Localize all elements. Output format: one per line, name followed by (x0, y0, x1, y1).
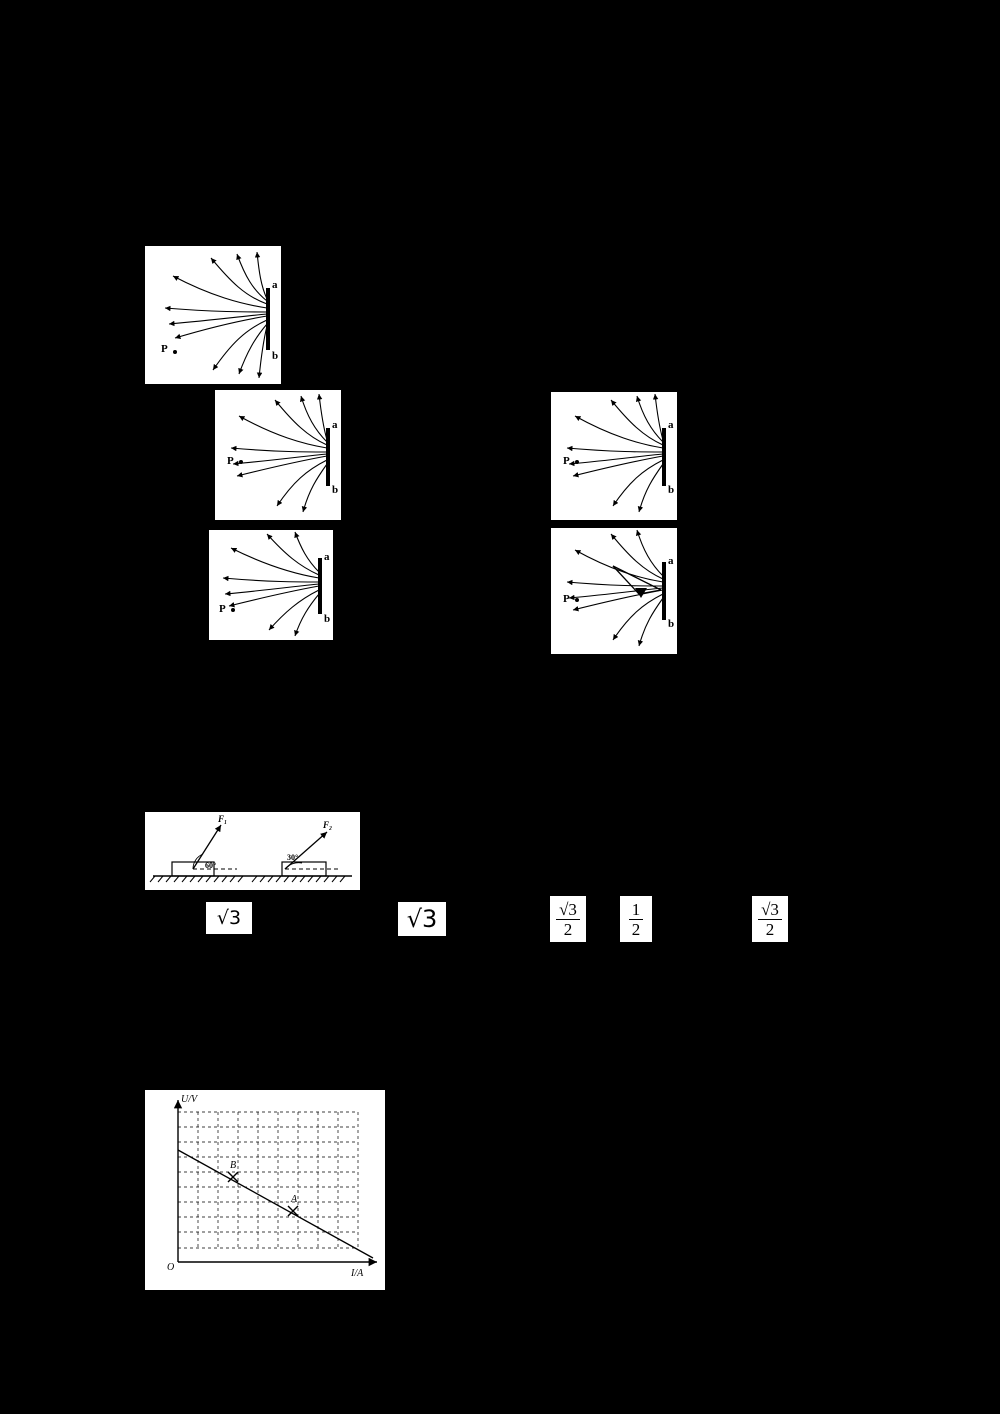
fraction-3-denominator: 2 (563, 919, 573, 939)
math-option-1-text: √3 (216, 907, 242, 929)
svg-text:P: P (563, 593, 570, 605)
svg-text:a: a (332, 419, 338, 431)
svg-text:P: P (563, 455, 570, 467)
svg-text:b: b (668, 618, 675, 630)
figure-field-lines-d (551, 392, 677, 520)
math-option-2-text: √3 (406, 905, 438, 933)
math-option-1 (206, 902, 252, 934)
svg-text:O: O (167, 1262, 175, 1273)
figure-force-blocks (145, 812, 360, 890)
fraction-5 (758, 901, 782, 938)
figure-field-lines-b (215, 390, 341, 520)
fraction-5-denominator: 2 (765, 919, 775, 939)
math-option-3 (550, 896, 586, 942)
svg-text:a: a (668, 419, 674, 431)
fraction-4-numerator: 1 (629, 901, 644, 920)
svg-text:U/V: U/V (181, 1094, 198, 1105)
svg-text:b: b (272, 350, 279, 362)
fraction-5-numerator: √3 (758, 901, 782, 920)
svg-text:A: A (291, 1194, 298, 1205)
svg-text:b: b (324, 613, 331, 625)
figure-field-lines-c (209, 530, 333, 640)
fraction-3 (556, 901, 580, 938)
figure-ui-graph (145, 1090, 385, 1290)
svg-text:P: P (219, 603, 226, 615)
fraction-4 (629, 901, 644, 938)
svg-text:F₂: F₂ (323, 820, 333, 830)
svg-text:b: b (332, 484, 339, 496)
svg-text:30°: 30° (287, 853, 299, 862)
svg-text:B: B (230, 1160, 237, 1171)
svg-text:a: a (272, 279, 278, 291)
math-option-2 (398, 902, 446, 936)
svg-text:I/A: I/A (351, 1268, 364, 1279)
svg-text:a: a (324, 551, 330, 563)
math-option-5 (752, 896, 788, 942)
figure-field-lines-e (551, 528, 677, 654)
svg-text:60°: 60° (205, 861, 217, 870)
math-option-4 (620, 896, 652, 942)
svg-text:P: P (227, 455, 234, 467)
fraction-3-numerator: √3 (556, 901, 580, 920)
svg-text:a: a (668, 555, 674, 567)
figure-field-lines-a (145, 246, 281, 384)
svg-text:F₁: F₁ (218, 814, 228, 824)
svg-text:b: b (668, 484, 675, 496)
fraction-4-denominator: 2 (631, 919, 641, 939)
svg-text:P: P (161, 343, 168, 355)
